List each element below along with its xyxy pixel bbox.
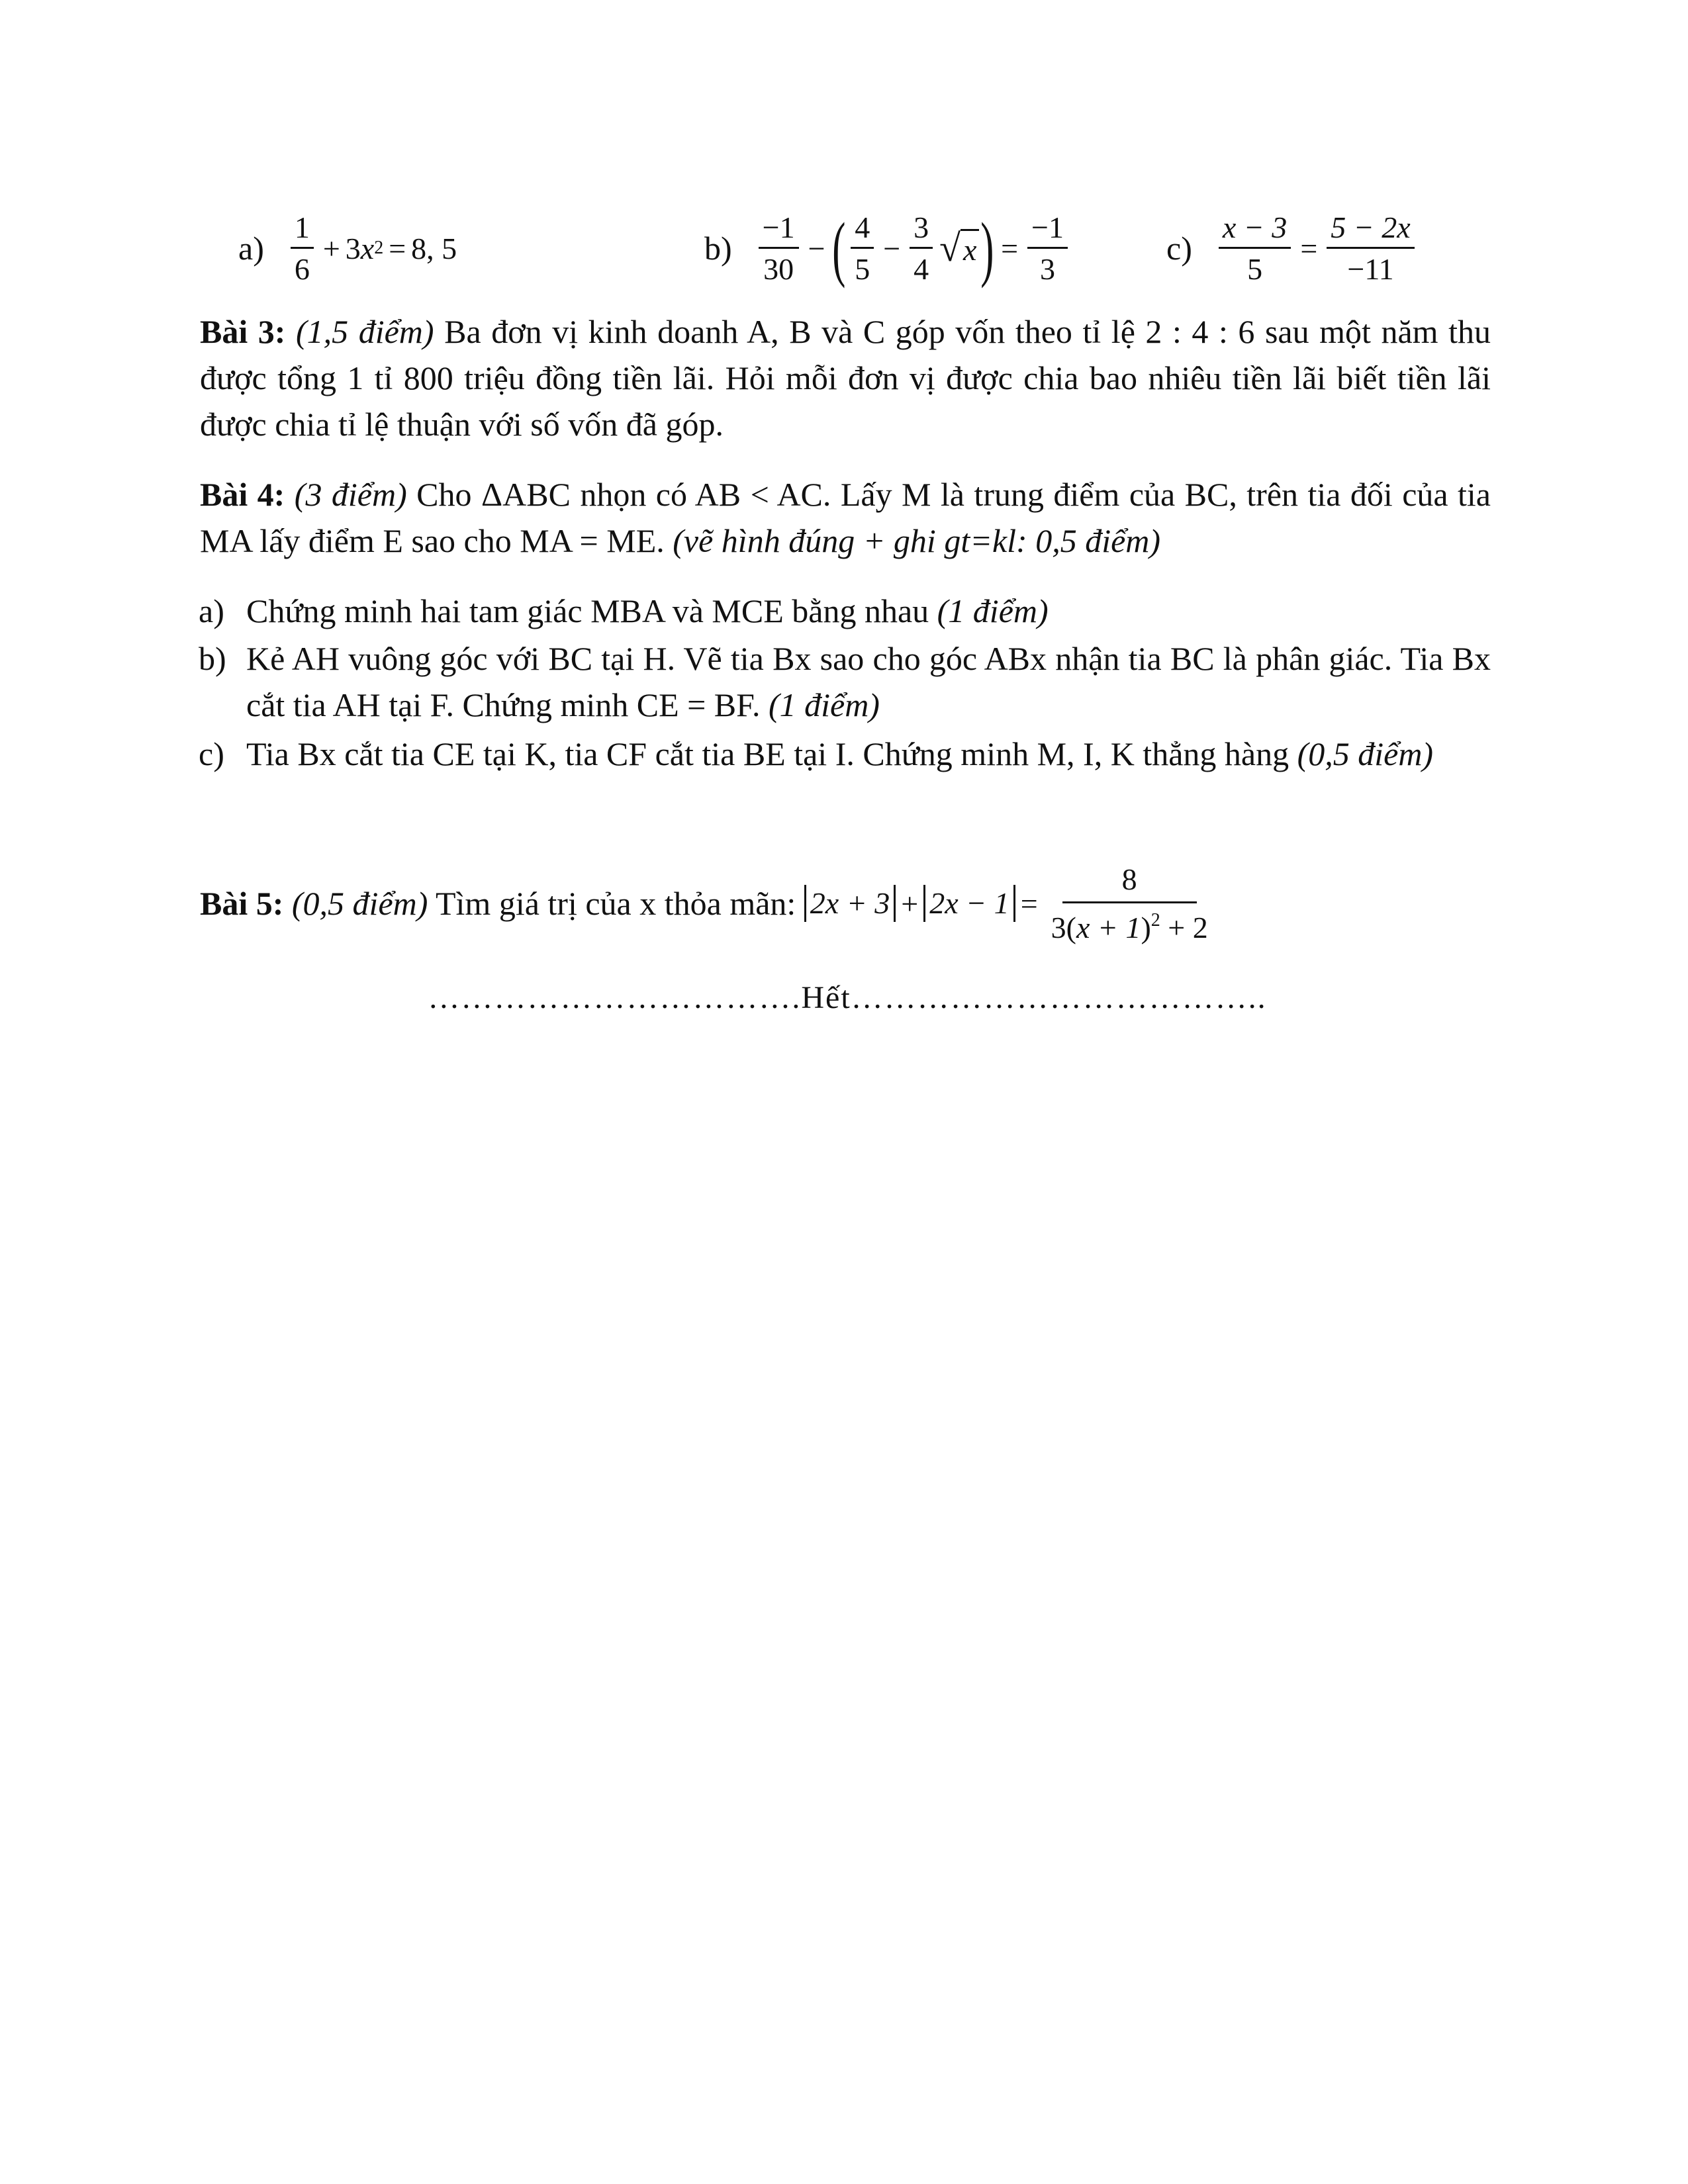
problem-5-text: Tìm giá trị của x thỏa mãn:	[428, 885, 804, 922]
equation-a-label: a)	[238, 230, 264, 267]
equation-c	[1166, 199, 1419, 298]
item-label: b)	[199, 640, 226, 677]
fraction	[759, 212, 799, 285]
numerator: 1	[291, 212, 314, 249]
plus-sign: +	[901, 886, 919, 921]
problem-4	[200, 471, 1491, 564]
problem-4-text: Cho ΔABC nhọn có AB < AC. Lấy M là trung điểm của BC, trên tia đối của tia MA lấy điểm E sao cho MA = ME.	[200, 476, 1491, 559]
item-points: (1 điểm)	[768, 686, 880, 723]
equation-c-label: c)	[1166, 230, 1192, 267]
item-label: c)	[199, 735, 224, 772]
denominator: $3(x + 1)^2 + 2$	[1051, 909, 1208, 944]
problem-3-points: (1,5 điểm)	[296, 313, 434, 350]
problem-4-title: Bài 4:	[200, 476, 285, 513]
denominator: 6	[294, 251, 310, 286]
item-text: Chứng minh hai tam giác MBA và MCE bằng nhau	[246, 592, 937, 629]
fraction	[291, 212, 314, 285]
numerator: −1	[759, 212, 799, 249]
minus-sign: −	[808, 231, 825, 265]
fraction	[1327, 212, 1414, 285]
denominator-coefficient: 3	[1051, 910, 1066, 944]
equals-sign: =	[1300, 231, 1318, 265]
problem-3	[200, 308, 1491, 447]
denominator-inner: x + 1	[1076, 910, 1141, 944]
numerator: 5 − 2x	[1327, 212, 1414, 249]
denominator: 30	[763, 251, 794, 286]
fraction	[1027, 212, 1068, 285]
numerator: 8	[1062, 864, 1197, 903]
problem-4-item-b	[199, 635, 1491, 728]
radical-sign-icon: √	[939, 226, 961, 269]
numerator: −1	[1027, 212, 1068, 249]
item-text: Tia Bx cắt tia CE tại K, tia CF cắt tia BE tại I. Chứng minh M, I, K thẳng hàng	[246, 735, 1297, 772]
item-points: (1 điểm)	[937, 592, 1049, 629]
denominator: 3	[1039, 251, 1055, 286]
problem-3-text: Ba đơn vị kinh doanh A, B và C góp vốn theo tỉ lệ 2 : 4 : 6 sau một năm thu được tổng 1 tỉ 800 triệu đồng tiền lãi. Hỏi mỗi đơn vị được chia bao nhiêu tiền lãi biết tiền lãi được chia tỉ lệ thuận với số vốn đã góp.	[200, 313, 1491, 443]
problem-5-points: (0,5 điểm)	[291, 885, 428, 922]
problem-4-note: (vẽ hình đúng + ghi gt=kl: 0,5 điểm)	[673, 522, 1161, 559]
denominator: 5	[1247, 251, 1263, 286]
denominator: 4	[914, 251, 929, 286]
left-paren: (	[831, 208, 845, 289]
numerator: 4	[851, 212, 874, 249]
denominator-exponent: 2	[1150, 909, 1160, 931]
fraction	[1219, 212, 1291, 285]
equals-sign: =	[1020, 886, 1038, 921]
right-paren: )	[980, 208, 994, 289]
absolute-value: 2x − 1	[923, 885, 1015, 922]
item-text: Kẻ AH vuông góc với BC tại H. Vẽ tia Bx sao cho góc ABx nhận tia BC là phân giác. Tia Bx cắt tia AH tại F. Chứng minh CE = BF.	[246, 640, 1491, 723]
absolute-value: 2x + 3	[804, 885, 896, 922]
denominator: 5	[855, 251, 870, 286]
equals-sign: =	[389, 231, 406, 265]
fraction	[910, 212, 933, 285]
equation-b	[704, 199, 1072, 298]
equation-b-label: b)	[704, 230, 732, 267]
radicand: x	[961, 229, 979, 267]
problem-4-points: (3 điểm)	[294, 476, 407, 513]
problem-4-item-c	[199, 731, 1491, 777]
end-marker: …………………………….Hết………………………………..	[428, 980, 1267, 1015]
minus-sign: −	[883, 231, 901, 265]
problem-5	[200, 854, 1216, 953]
coefficient: 3	[345, 231, 361, 265]
numerator: x − 3	[1219, 212, 1291, 249]
rhs-value: 8, 5	[411, 231, 457, 265]
plus-sign: +	[322, 231, 340, 265]
item-label: a)	[199, 592, 224, 629]
variable: x	[360, 231, 375, 265]
fraction	[851, 212, 874, 285]
equals-sign: =	[1001, 231, 1019, 265]
problem-3-title: Bài 3:	[200, 313, 286, 350]
problem-5-title: Bài 5:	[200, 885, 284, 922]
square-root	[939, 226, 979, 269]
item-points: (0,5 điểm)	[1297, 735, 1434, 772]
numerator: 3	[910, 212, 933, 249]
denominator-rest: + 2	[1168, 910, 1208, 944]
equation-a	[238, 199, 457, 298]
fraction	[1047, 864, 1212, 943]
denominator: −11	[1347, 251, 1394, 286]
problem-4-item-a	[199, 588, 1491, 634]
exponent: 2	[374, 238, 384, 258]
